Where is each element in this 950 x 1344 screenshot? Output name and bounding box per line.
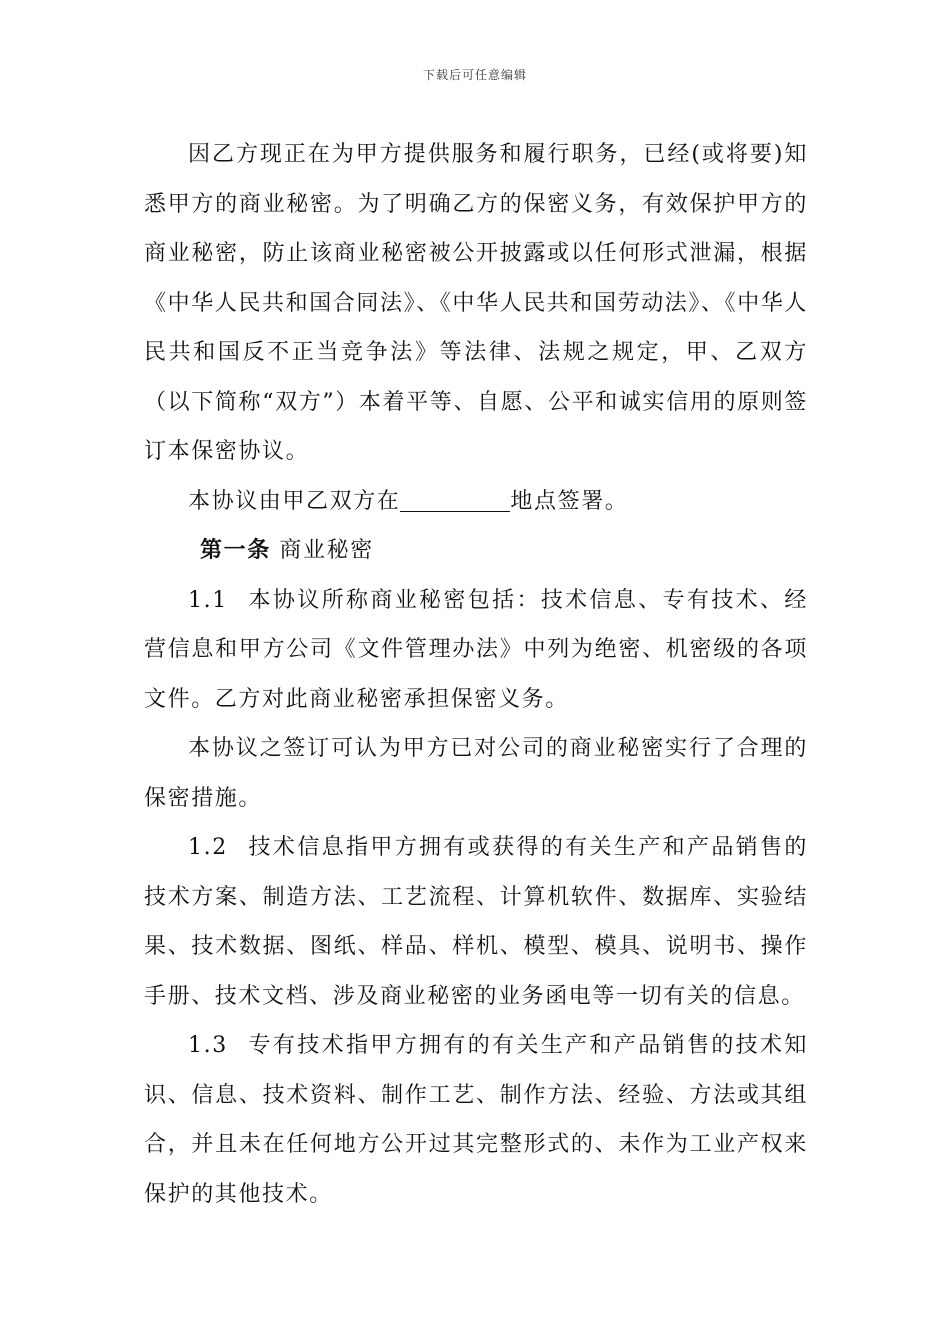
clause-1-1-number: 1.1 bbox=[188, 587, 228, 613]
clause-1-1-text: 本协议所称商业秘密包括：技术信息、专有技术、经营信息和甲方公司《文件管理办法》中列为绝密、机密级的各项文件。乙方对此商业秘密承担保密义务。 bbox=[144, 587, 808, 712]
clause-1-2-paragraph bbox=[144, 823, 808, 1021]
measures-paragraph bbox=[144, 724, 808, 823]
signing-paragraph bbox=[144, 477, 808, 527]
article-1-heading bbox=[144, 526, 808, 576]
page-header: 下载后可任意编辑 bbox=[422, 68, 527, 82]
preamble-text: 因乙方现正在为甲方提供服务和履行职务，已经(或将要)知悉甲方的商业秘密。为了明确乙方的保密义务，有效保护甲方的商业秘密，防止该商业秘密被公开披露或以任何形式泄漏，根据《中华人民共和国合同法》、《中华人民共和国劳动法》、《中华人民共和国反不正当竞争法》等法律、法规之规定，甲、乙双方（以下简称“双方”）本着平等、自愿、公平和诚实信用的原则签订本保密协议。 bbox=[144, 142, 809, 464]
preamble-paragraph bbox=[144, 130, 808, 477]
clause-1-1-paragraph bbox=[144, 576, 808, 725]
clause-1-3-text: 专有技术指甲方拥有的有关生产和产品销售的技术知识、信息、技术资料、制作工艺、制作方法、经验、方法或其组合，并且未在任何地方公开过其完整形式的、未作为工业产权来保护的其他技术。 bbox=[144, 1033, 808, 1207]
signing-text-after: 地点签署。 bbox=[510, 488, 629, 514]
signing-text-before: 本协议由甲乙双方在 bbox=[188, 488, 401, 514]
signing-location-blank bbox=[400, 485, 510, 512]
article-1-label: 第一条 bbox=[200, 538, 271, 563]
clause-1-2-text: 技术信息指甲方拥有或获得的有关生产和产品销售的技术方案、制造方法、工艺流程、计算机软件、数据库、实验结果、技术数据、图纸、样品、样机、模型、模具、说明书、操作手册、技术文档、涉及商业秘密的业务函电等一切有关的信息。 bbox=[144, 835, 808, 1009]
measures-text: 本协议之签订可认为甲方已对公司的商业秘密实行了合理的保密措施。 bbox=[144, 736, 808, 811]
document-body bbox=[144, 130, 808, 1219]
clause-1-2-number: 1.2 bbox=[188, 835, 228, 860]
clause-1-3-paragraph bbox=[144, 1021, 808, 1219]
article-1-title: 商业秘密 bbox=[279, 538, 374, 563]
clause-1-3-number: 1.3 bbox=[188, 1033, 228, 1058]
